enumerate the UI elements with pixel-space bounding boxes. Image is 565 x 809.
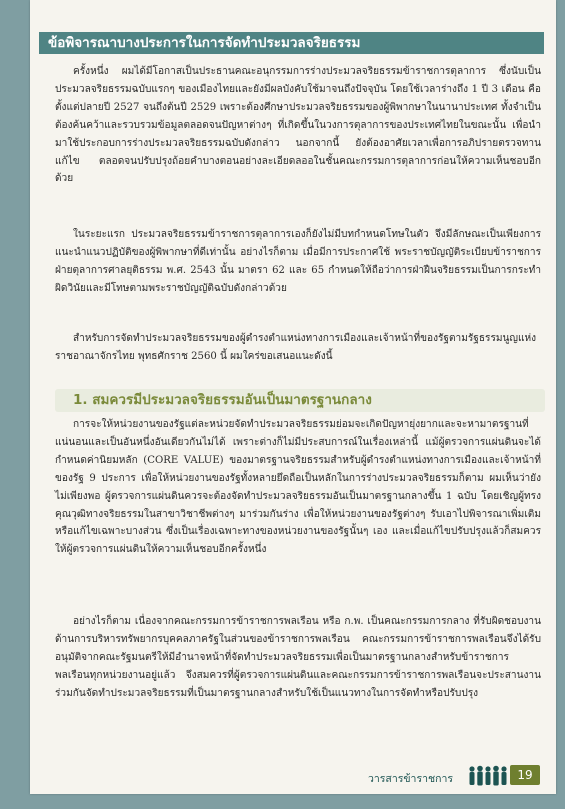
- section-paragraph-1: การจะให้หน่วยงานของรัฐแต่ละหน่วยจัดทำประมวลจริยธรรมย่อมจะเกิดปัญหายุ่งยากและจะหามาตรฐานที่แน่นอนและเป็นอันหนึ่งอันเดียวกันไม่ได้ เพราะต่างก็ไม่มีประสบการณ์ในเรื่องเหล่านี้ แม้ผู้ตรวจการแผ่นดินจะได้กำหนดค่านิยมหลัก (CORE VALUE) ของมาตรฐานจริยธรรมสำหรับผู้ดำรงตำแหน่งทางการเมืองและเจ้าหน้าที่ของรัฐ 9 ประการ เพื่อให้หน่วยงานของรัฐทั้งหลายยึดถือเป็นหลักในการร่างประมวลจริยธรรมก็ตาม ผมเห็นว่ายังไม่เพียงพอ ผู้ตรวจการแผ่นดินควรจะต้องจัดทำประมวลจริยธรรมอันเป็นมาตรฐานกลางขึ้น 1 ฉบับ โดยเชิญผู้ทรงคุณวุฒิทางจริยธรรมในสาขาวิชาชีพต่างๆ มาร่วมกันร่าง เพื่อให้หน่วยงานของรัฐต่างๆ รับเอาไปพิจารณาเพิ่มเติมหรือแก้ไขเฉพาะบางส่วน ซึ่งเป็นเรื่องเฉพาะทางของหน่วยงานของรัฐนั้นๆ เอง และเมื่อแก้ไขปรับปรุงแล้วก็สมควรให้ผู้ตรวจการแผ่นดินให้ความเห็นชอบอีกครั้งหนึ่ง: [55, 419, 541, 556]
- paragraph-2: ในระยะแรก ประมวลจริยธรรมข้าราชการตุลาการเองก็ยังไม่มีบทกำหนดโทษในตัว จึงมีลักษณะเป็นเพียงการแนะนำแนวปฏิบัติของผู้พิพากษาที่ดีเท่านั้น อย่างไรก็ตาม เมื่อมีการประกาศใช้ พระราชบัญญัติระเบียบข้าราชการฝ่ายตุลาการศาลยุติธรรม พ.ศ. 2543 นั้น มาตรา 62 และ 65 กำหนดให้ถือว่าการฝ่าฝืนจริยธรรมเป็นการกระทำผิดวินัยและมีโทษตามพระราชบัญญัติฉบับดังกล่าวด้วย: [55, 229, 541, 294]
- page-number: 19: [510, 765, 540, 785]
- paragraph-3: สำหรับการจัดทำประมวลจริยธรรมของผู้ดำรงตำแหน่งทางการเมืองและเจ้าหน้าที่ของรัฐตามรัฐธรรมนูญแห่งราชอาณาจักรไทย พุทธศักราช 2560 นี้ ผมใคร่ขอเสนอแนะดังนี้: [55, 333, 537, 362]
- section-paragraph-2: อย่างไรก็ตาม เนื่องจากคณะกรรมการข้าราชการพลเรือน หรือ ก.พ. เป็นคณะกรรมการกลาง ที่รับผิดชอบงานด้านการบริหารทรัพยากรบุคคลภาครัฐในส่วนของข้าราชการพลเรือน คณะกรรมการข้าราชการพลเรือนจึงได้รับอนุมัติจากคณะรัฐมนตรีให้มีอำนาจหน้าที่จัดทำประมวลจริยธรรมเพื่อเป็นมาตรฐานกลางสำหรับข้าราชการพลเรือนทุกหน่วยงานอยู่แล้ว จึงสมควรที่ผู้ตรวจการแผ่นดินและคณะกรรมการข้าราชการพลเรือนจะประสานงานร่วมกันจัดทำประมวลจริยธรรมที่เป็นมาตรฐานกลางสำหรับใช้เป็นแนวทางในการจัดทำหรือปรับปรุง: [55, 616, 541, 699]
- document-page: [30, 0, 556, 794]
- page-footer: [368, 764, 540, 788]
- section-title: 1. สมควรมีประมวลจริยธรรมอันเป็นมาตรฐานกลาง: [73, 392, 372, 408]
- journal-name: วารสารข้าราชการ: [368, 773, 454, 785]
- article-title: ข้อพิจารณาบางประการในการจัดทำประมวลจริยธรรม: [39, 32, 544, 54]
- section-heading-bar: [55, 389, 545, 412]
- paragraph-1: ครั้งหนึ่ง ผมได้มีโอกาสเป็นประธานคณะอนุกรรมการร่างประมวลจริยธรรมข้าราชการตุลาการ ซึ่งนับเป็นประมวลจริยธรรมฉบับแรกๆ ของเมืองไทยและยังมีผลบังคับใช้มาจนถึงปัจจุบัน โดยใช้เวลาร่างถึง 1 ปี 3 เดือน คือตั้งแต่ปลายปี 2527 จนถึงต้นปี 2529 เพราะต้องศึกษาประมวลจริยธรรมของผู้พิพากษาในนานาประเทศ ทั้งจำเป็นต้องค้นคว้าและรวบรวมข้อมูลตลอดจนปัญหาต่างๆ ที่เกิดขึ้นในวงการตุลาการของประเทศไทยในขณะนั้น เพื่อนำมาใช้ประกอบการร่างประมวลจริยธรรมฉบับดังกล่าว นอกจากนี้ ยังต้องอาศัยเวลาเพื่อการอภิปรายตรวจทาน แก้ไข ตลอดจนปรับปรุงถ้อยคำบางตอนอย่างละเอียดลออในชั้นคณะกรรมการตุลาการก่อนให้ความเห็นชอบอีกด้วย: [55, 66, 541, 185]
